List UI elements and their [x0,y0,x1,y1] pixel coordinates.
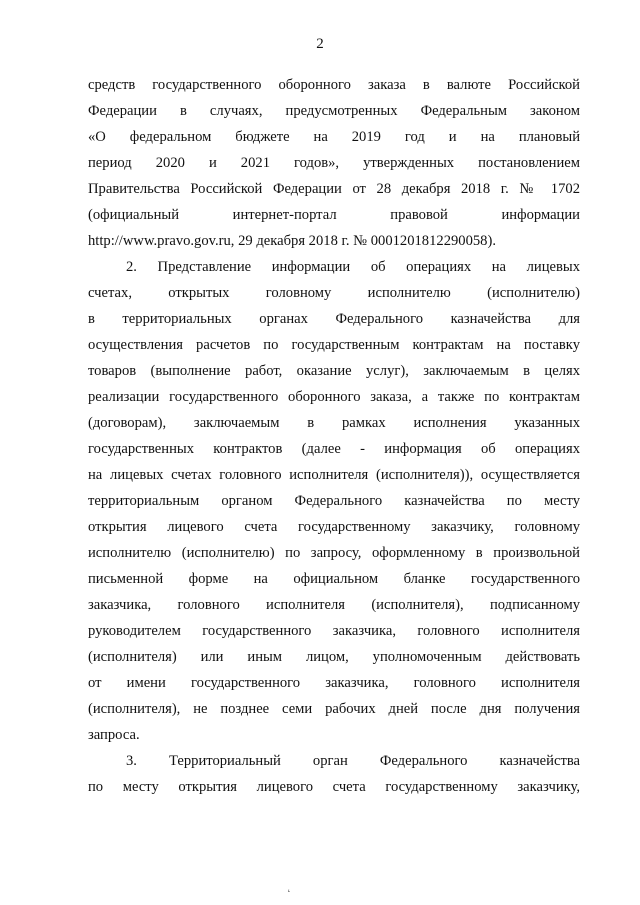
text-line: счетах, открытых головному исполнителю (исполнителю) [88,285,580,301]
text-line: «О федеральном бюджете на 2019 год и на плановый [88,129,580,145]
text-line: от имени государственного заказчика, головного исполнителя [88,675,580,691]
text-line: по месту открытия лицевого счета государственному заказчику, [88,779,580,795]
text-line: средств государственного оборонного заказа в валюте Российской [88,77,580,93]
text-line: заказчика, головного исполнителя (исполнителя), подписанному [88,597,580,613]
text-line: Федерации в случаях, предусмотренных Федеральным законом [88,103,580,119]
text-line: осуществления расчетов по государственным контрактам на поставку [88,337,580,353]
text-line: (исполнителя), не позднее семи рабочих дней после дня получения [88,701,580,717]
text-line: государственных контрактов (далее - информация об операциях [88,441,580,457]
text-line: территориальным органом Федерального казначейства по месту [88,493,580,509]
paragraph-3-first-line: 3. Территориальный орган Федерального казначейства [126,753,580,769]
text-line: Правительства Российской Федерации от 28 декабря 2018 г. № 1702 [88,181,580,197]
text-line: товаров (выполнение работ, оказание услуг), заключаемым в целях [88,363,580,379]
scan-mark: ʻ [286,887,294,900]
text-line: на лицевых счетах головного исполнителя (исполнителя)), осуществляется [88,467,580,483]
text-line: открытия лицевого счета государственному заказчику, головному [88,519,580,535]
text-line: реализации государственного оборонного заказа, а также по контрактам [88,389,580,405]
text-line: исполнителю (исполнителю) по запросу, оформленному в произвольной [88,545,580,561]
text-line: письменной форме на официальном бланке государственного [88,571,580,587]
text-line: (официальный интернет-портал правовой информации [88,207,580,223]
text-line: http://www.pravo.gov.ru, 29 декабря 2018 г. № 0001201812290058). [88,233,496,249]
paragraph-2-first-line: 2. Представление информации об операциях на лицевых [126,259,580,275]
text-line: (договорам), заключаемым в рамках исполнения указанных [88,415,580,431]
text-line: руководителем государственного заказчика, головного исполнителя [88,623,580,639]
text-line: запроса. [88,727,140,743]
text-line: в территориальных органах Федерального казначейства для [88,311,580,327]
text-line: период 2020 и 2021 годов», утвержденных постановлением [88,155,580,171]
text-line: (исполнителя) или иным лицом, уполномоченным действовать [88,649,580,665]
page-number: 2 [316,36,324,52]
